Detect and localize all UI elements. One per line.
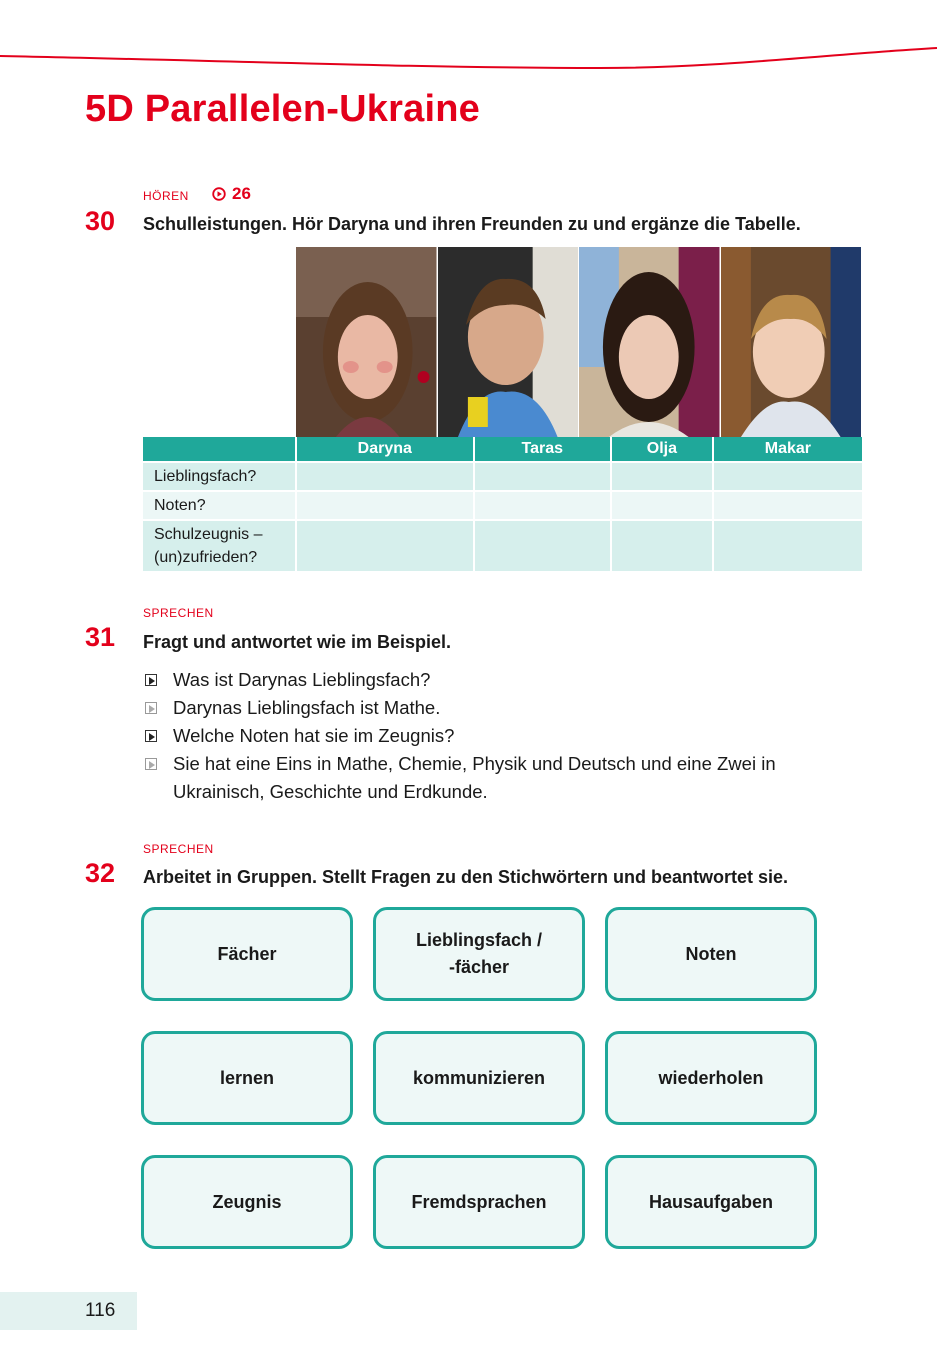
speaker-a-icon [145,730,157,742]
exercise-31-instruction: Fragt und antwortet wie im Beispiel. [143,632,452,652]
audio-play-icon[interactable] [212,187,226,201]
dialogue-text: Sie hat eine Eins in Mathe, Chemie, Physik und Deutsch und eine Zwei in Ukrainisch, Geschichte und Erdkunde. [173,753,776,802]
speaker-b-icon [145,702,157,714]
exercise-32-instruction: Arbeitet in Gruppen. Stellt Fragen zu den Stichwörtern und beantwortet sie. [143,867,789,887]
page-number: 116 [0,1292,137,1330]
dialogue-line-answer [143,694,843,722]
photo-makar [721,247,863,437]
skill-label-hoeren: HÖREN [143,189,189,203]
table-row [143,491,862,520]
keyword-card: Fremdsprachen [373,1155,585,1249]
keyword-cards [141,907,819,1249]
table-corner [143,437,296,462]
exercise-number-32: 32 [85,858,116,888]
table-row [143,462,862,491]
keyword-card: Zeugnis [141,1155,353,1249]
column-header-taras: Taras [474,437,611,462]
keyword-card: Lieblingsfach / -fächer [373,907,585,1001]
dialogue-line-answer [143,750,843,806]
row-label-schulzeugnis: Schulzeugnis – (un)zufrieden? [143,520,296,571]
dialogue-text: Was ist Darynas Lieblingsfach? [173,669,431,690]
answer-cell[interactable] [474,491,611,520]
row-label-lieblingsfach: Lieblingsfach? [143,462,296,491]
row-label-noten: Noten? [143,491,296,520]
exercise-30-instruction: Schulleistungen. Hör Daryna und ihren Freunden zu und ergänze die Tabelle. [143,214,801,234]
photo-daryna [296,247,438,437]
answer-cell[interactable] [611,462,713,491]
answer-cell[interactable] [713,462,862,491]
keyword-card: kommunizieren [373,1031,585,1125]
keyword-card: Hausaufgaben [605,1155,817,1249]
column-header-makar: Makar [713,437,862,462]
results-table [143,437,862,571]
skill-label-sprechen: SPRECHEN [143,606,214,620]
answer-cell[interactable] [611,491,713,520]
speaker-b-icon [145,758,157,770]
student-photos [296,247,862,437]
answer-cell[interactable] [713,520,862,571]
exercise-number-31: 31 [85,622,116,652]
answer-cell[interactable] [713,491,862,520]
answer-cell[interactable] [296,520,474,571]
column-header-daryna: Daryna [296,437,474,462]
dialogue-line-question [143,722,843,750]
audio-track[interactable] [212,184,251,204]
header-rule [0,42,937,82]
table-header-row [143,437,862,462]
keyword-card: wiederholen [605,1031,817,1125]
answer-cell[interactable] [474,520,611,571]
keyword-card: Fächer [141,907,353,1001]
skill-label-sprechen: SPRECHEN [143,842,214,856]
exercise-number-30: 30 [85,206,116,236]
example-dialogue [143,666,843,806]
table-row [143,520,862,571]
column-header-olja: Olja [611,437,713,462]
photo-taras [438,247,580,437]
keyword-card: lernen [141,1031,353,1125]
photo-olja [579,247,721,437]
dialogue-text: Welche Noten hat sie im Zeugnis? [173,725,455,746]
answer-cell[interactable] [474,462,611,491]
answer-cell[interactable] [611,520,713,571]
dialogue-line-question [143,666,843,694]
speaker-a-icon [145,674,157,686]
answer-cell[interactable] [296,491,474,520]
page-title: 5D Parallelen-Ukraine [85,88,480,130]
keyword-card: Noten [605,907,817,1001]
answer-cell[interactable] [296,462,474,491]
dialogue-text: Darynas Lieblingsfach ist Mathe. [173,697,441,718]
audio-track-number: 26 [232,184,251,203]
